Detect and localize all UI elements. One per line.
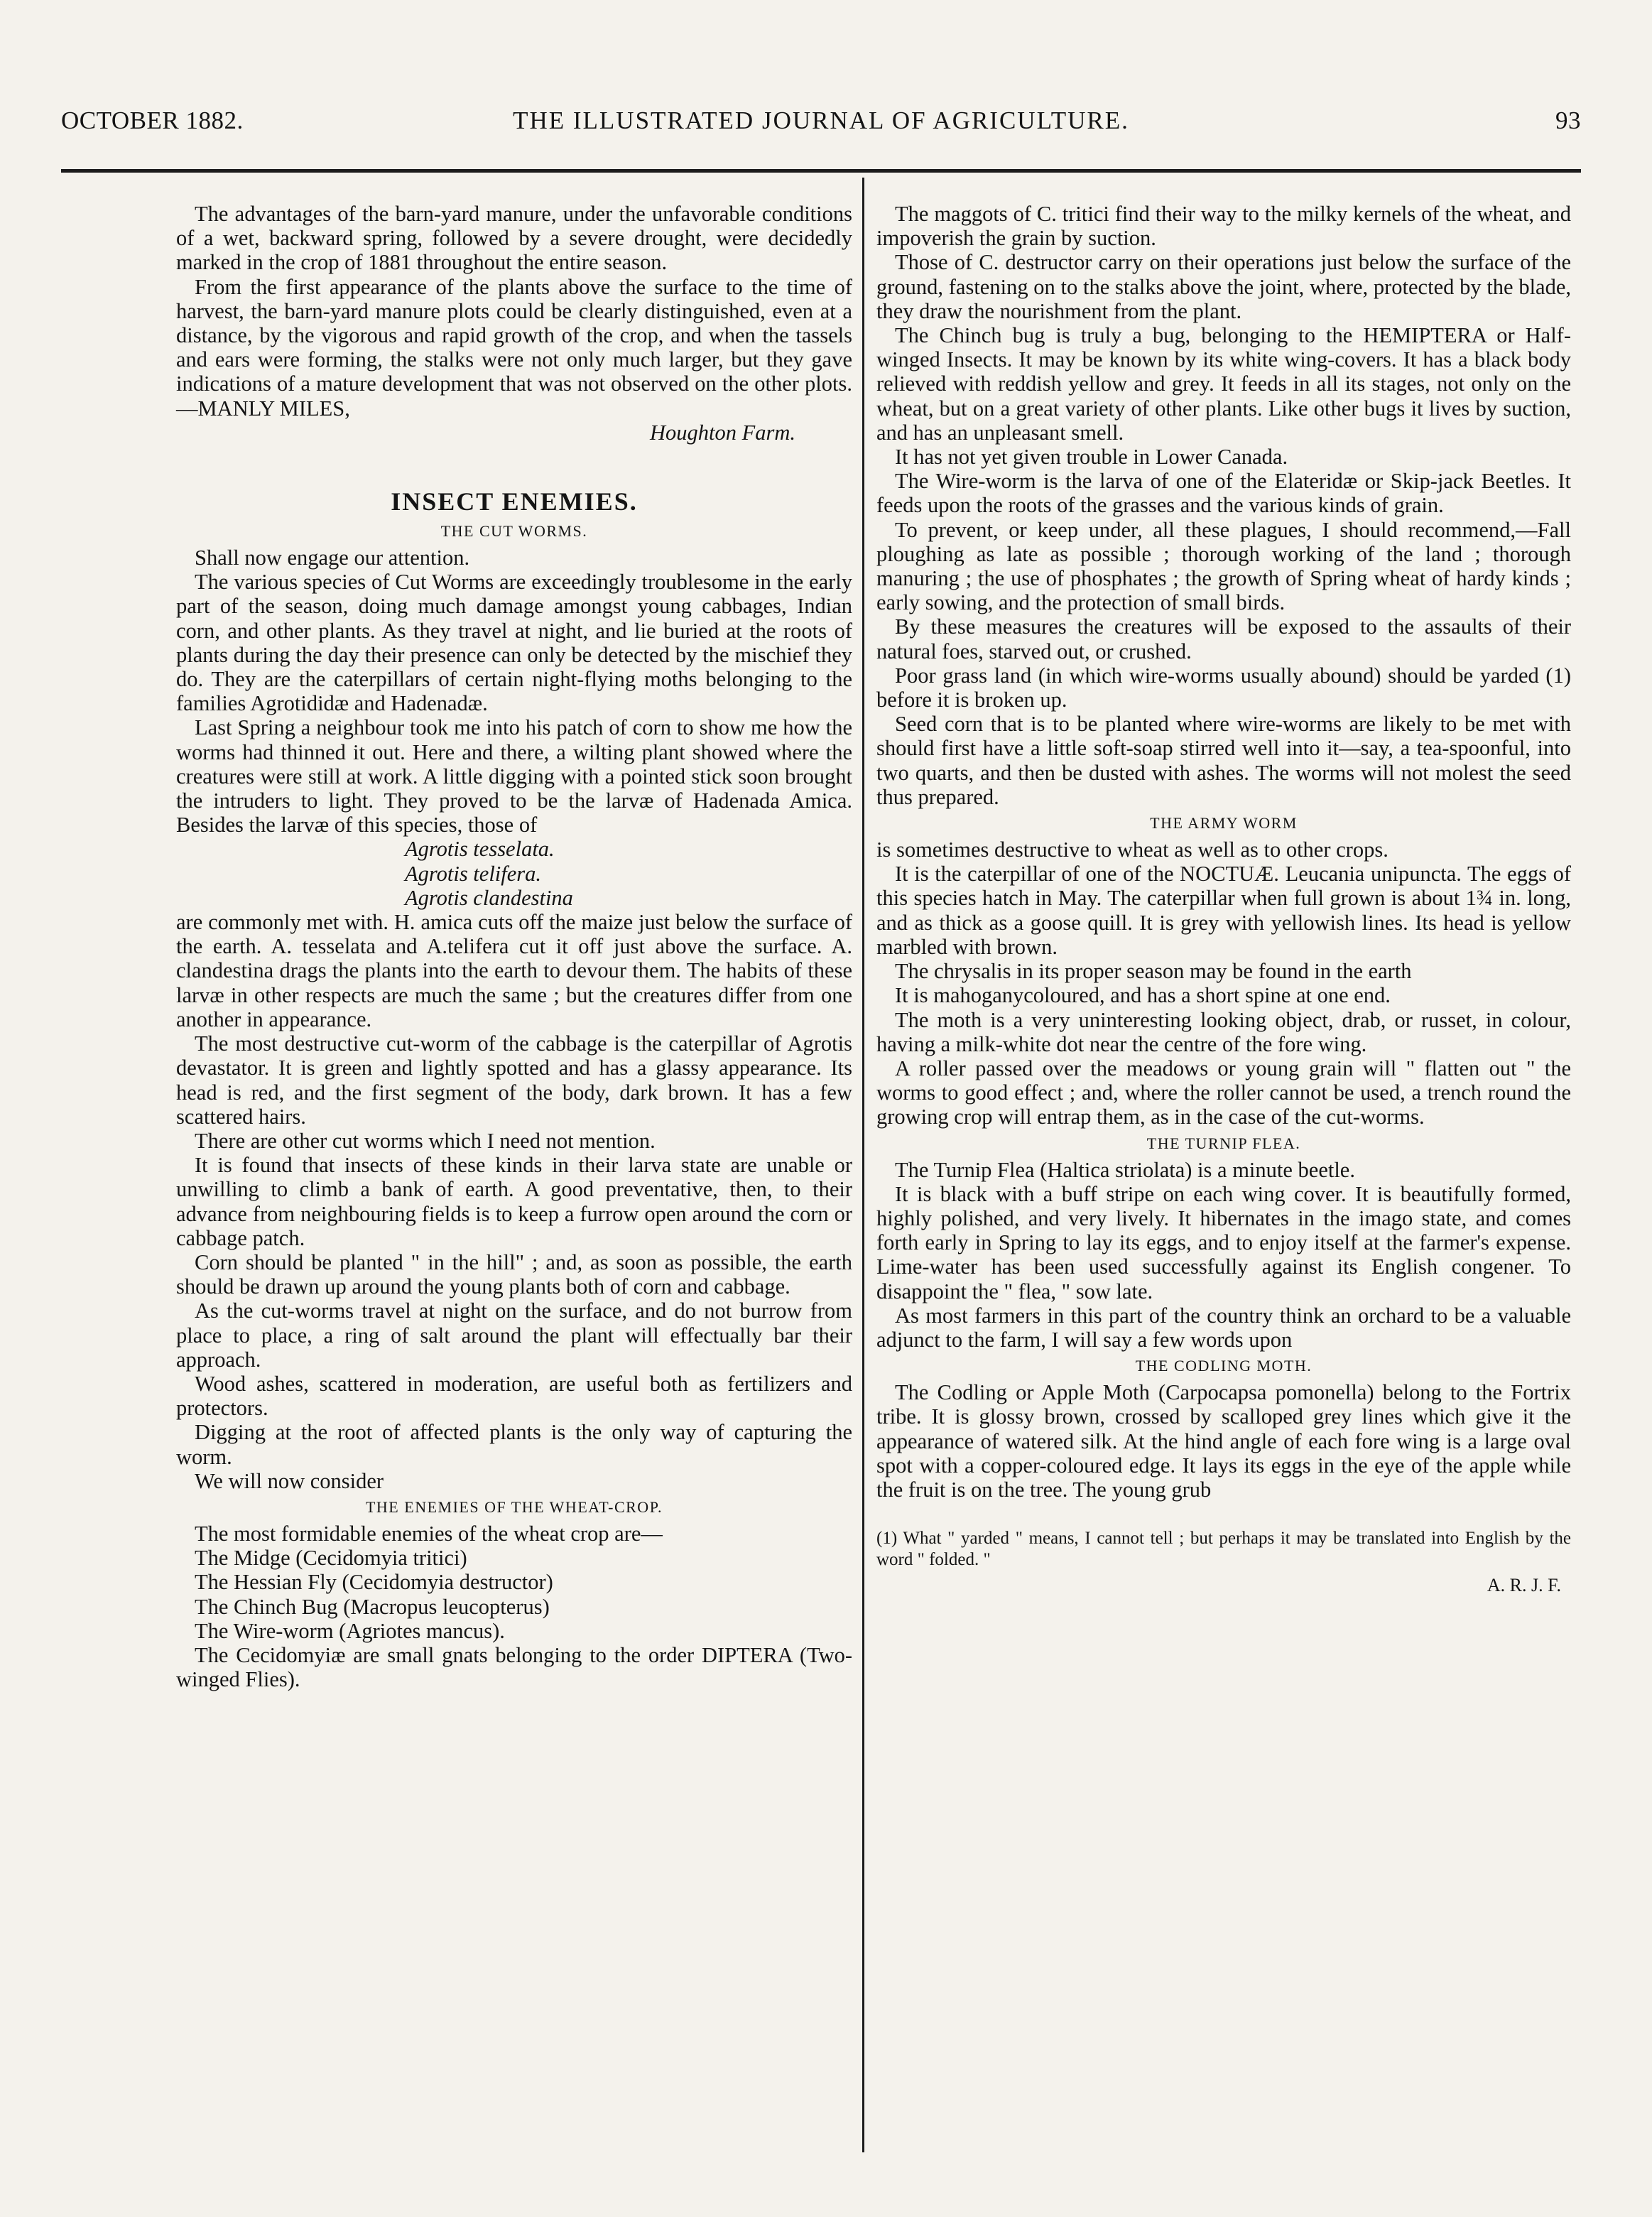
list-item: The Chinch Bug (Macropus leucopterus) (195, 1594, 550, 1619)
paragraph: As the cut-worms travel at night on the surface, and do not burrow from place to place, a ring of salt around the plant will effectually bar their approach. (176, 1299, 852, 1372)
paragraph: A roller passed over the meadows or young grain will " flatten out " the worms to good effect ; and, where the roller cannot be used, a trench round the growing crop will entrap them, as in the case of the cut-worms. (876, 1056, 1571, 1129)
paragraph: As most farmers in this part of the country think an orchard to be a valuable adjunct to the farm, I will say a few words upon (876, 1303, 1571, 1352)
paragraph: It is black with a buff stripe on each wing cover. It is beautifully formed, highly polished, and very lively. It hibernates in the imago state, and comes forth early in Spring to lay its eggs, and to enjoy itself at the farmer's expense. Lime-water has been used successfully against its English congener. To disappoint the " flea, " sow late. (876, 1181, 1571, 1303)
footnote: (1) What " yarded " means, I cannot tell ; but perhaps it may be translated into English by the word " folded. " (876, 1529, 1571, 1570)
issue-date: OCTOBER 1882. (61, 107, 244, 134)
species-name: Agrotis telifera. (405, 861, 542, 886)
subheading: THE ARMY WORM (1150, 814, 1298, 833)
paragraph: There are other cut worms which I need not mention. (195, 1128, 656, 1153)
signature-place: Houghton Farm. (649, 420, 795, 445)
paragraph: The moth is a very uninteresting looking object, drab, or russet, in colour, having a milk-white dot near the centre of the fore wing. (876, 1007, 1571, 1056)
paragraph: Corn should be planted " in the hill" ; and, as soon as possible, the earth should be drawn up around the young plants both of corn and cabbage. (176, 1250, 852, 1299)
subheading: THE TURNIP FLEA. (1146, 1134, 1301, 1152)
paragraph: The advantages of the barn-yard manure, under the unfavorable conditions of a wet, backward spring, followed by a severe drought, were decidedly marked in the crop of 1881 throughout the entire season. (176, 202, 852, 275)
paragraph: Last Spring a neighbour took me into his patch of corn to show me how the worms had thinned it out. Here and there, a wilting plant showed where the creatures were still at work. A little digging with a pointed stick soon brought the intruders to light. They proved to be the larvæ of Hadenada Amica. Besides the larvæ of this species, those of (176, 715, 852, 838)
footnote-separator (876, 1520, 1571, 1521)
paragraph: Poor grass land (in which wire-worms usually abound) should be yarded (1) before it is broken up. (876, 663, 1571, 712)
section-heading: INSECT ENEMIES. (391, 487, 638, 516)
paragraph: The various species of Cut Worms are exceedingly troublesome in the early part of the season, doing much damage amongst young cabbages, Indian corn, and other plants. As they travel at night, and lie buried at the roots of plants during the day their presence can only be detected by the mischief they do. They are the caterpillars of certain night-flying moths belonging to the families Agrotididæ and Hadenadæ. (176, 570, 852, 716)
paragraph: The Wire-worm is the larva of one of the Elateridæ or Skip-jack Beetles. It feeds upon the roots of the grasses and the various kinds of grain. (876, 469, 1571, 518)
paragraph: The chrysalis in its proper season may be found in the earth (895, 959, 1412, 984)
species-name: Agrotis tesselata. (405, 837, 555, 862)
journal-title: THE ILLUSTRATED JOURNAL OF AGRICULTURE. (513, 107, 1129, 134)
left-column (176, 202, 852, 1691)
list-item: The Wire-worm (Agriotes mancus). (195, 1618, 505, 1643)
page-number: 93 (1555, 107, 1581, 134)
column-divider (862, 178, 864, 2152)
paragraph: The Codling or Apple Moth (Carpocapsa pomonella) belong to the Fortrix tribe. It is glossy brown, crossed by scalloped grey lines which give it the appearance of watered silk. At the hind angle of each fore wing is a large oval spot with a copper-coloured edge. It lays its eggs in the eye of the apple while the fruit is on the tree. The young grub (876, 1380, 1571, 1502)
paragraph: It is found that insects of these kinds in their larva state are unable or unwilling to climb a bank of earth. A good preventative, then, to their advance from neighbouring fields is to keep a furrow open around the corn or cabbage patch. (176, 1153, 852, 1250)
paragraph: We will now consider (195, 1468, 384, 1493)
paragraph: The maggots of C. tritici find their way to the milky kernels of the wheat, and impoverish the grain by suction. (876, 202, 1571, 251)
subheading: THE CUT WORMS. (440, 522, 588, 541)
running-header (61, 107, 1581, 142)
paragraph: It is mahoganycoloured, and has a short spine at one end. (895, 983, 1391, 1008)
list-item: The Midge (Cecidomyia tritici) (195, 1546, 467, 1571)
paragraph: It has not yet given trouble in Lower Canada. (895, 445, 1288, 470)
paragraph: By these measures the creatures will be exposed to the assaults of their natural foes, starved out, or crushed. (876, 614, 1571, 663)
subheading: THE CODLING MOTH. (1135, 1357, 1313, 1375)
paragraph: The Cecidomyiæ are small gnats belonging to the order DIPTERA (Two-winged Flies). (176, 1642, 852, 1692)
author-initials: A. R. J. F. (1487, 1575, 1561, 1596)
paragraph: It is the caterpillar of one of the NOCTUÆ. Leucania unipuncta. The eggs of this species hatch in May. The caterpillar when full grown is about 1¾ in. long, and as thick as a goose quill. It is grey with yellowish lines. Its head is yellow marbled with brown. (876, 862, 1571, 959)
list-item: The Hessian Fly (Cecidomyia destructor) (195, 1570, 553, 1595)
right-column (876, 202, 1571, 1596)
paragraph: The most destructive cut-worm of the cabbage is the caterpillar of Agrotis devastator. It is green and lightly spotted and has a glassy appearance. Its head is red, and the first segment of the body, dark brown. It has a few scattered hairs. (176, 1031, 852, 1129)
list-item: The most formidable enemies of the wheat crop are— (195, 1521, 663, 1546)
paragraph: Wood ashes, scattered in moderation, are useful both as fertilizers and protectors. (176, 1371, 852, 1421)
paragraph: The Turnip Flea (Haltica striolata) is a minute beetle. (895, 1157, 1355, 1182)
subheading: THE ENEMIES OF THE WHEAT-CROP. (365, 1497, 663, 1516)
header-rule (61, 169, 1581, 173)
paragraph: is sometimes destructive to wheat as well as to other crops. (876, 838, 1389, 862)
species-name: Agrotis clandestina (405, 885, 573, 910)
paragraph: To prevent, or keep under, all these plagues, I should recommend,—Fall ploughing as late as possible ; thorough working of the land ; thorough manuring ; the use of phosphates ; the growth of Spring wheat of hardy kinds ; early sowing, and the protection of small birds. (876, 517, 1571, 615)
paragraph: Shall now engage our attention. (195, 546, 470, 570)
paragraph: Those of C. destructor carry on their operations just below the surface of the ground, fastening on to the stalks above the joint, where, protected by the blade, they draw the nourishment from the plant. (876, 250, 1571, 323)
paragraph: are commonly met with. H. amica cuts off the maize just below the surface of the earth. A. tesselata and A.telifera cut it off just above the surface. A. clandestina drags the plants into the earth to devour them. The habits of these larvæ in other respects are much the same ; but the creatures differ from one another in appearance. (176, 910, 852, 1031)
paragraph: Seed corn that is to be planted where wire-worms are likely to be met with should first have a little soft-soap stirred well into it—say, a tea-spoonful, into two quarts, and then be dusted with ashes. The worms will not molest the seed thus prepared. (876, 712, 1571, 809)
paragraph: The Chinch bug is truly a bug, belonging to the HEMIPTERA or Half-winged Insects. It may be known by its white wing-covers. It has a black body relieved with reddish yellow and grey. It feeds in all its stages, not only on the wheat, but on a great variety of other plants. Like other bugs it lives by suction, and has an unpleasant smell. (876, 323, 1571, 445)
paragraph: Digging at the root of affected plants is the only way of capturing the worm. (176, 1420, 852, 1469)
paragraph: From the first appearance of the plants above the surface to the time of harvest, the barn-yard manure plots could be clearly distinguished, even at a distance, by the vigorous and rapid growth of the crop, and when the tassels and ears were forming, the stalks were not only much larger, but they gave indications of a mature development that was not observed on the other plots.—MANLY MILES, (176, 274, 852, 421)
